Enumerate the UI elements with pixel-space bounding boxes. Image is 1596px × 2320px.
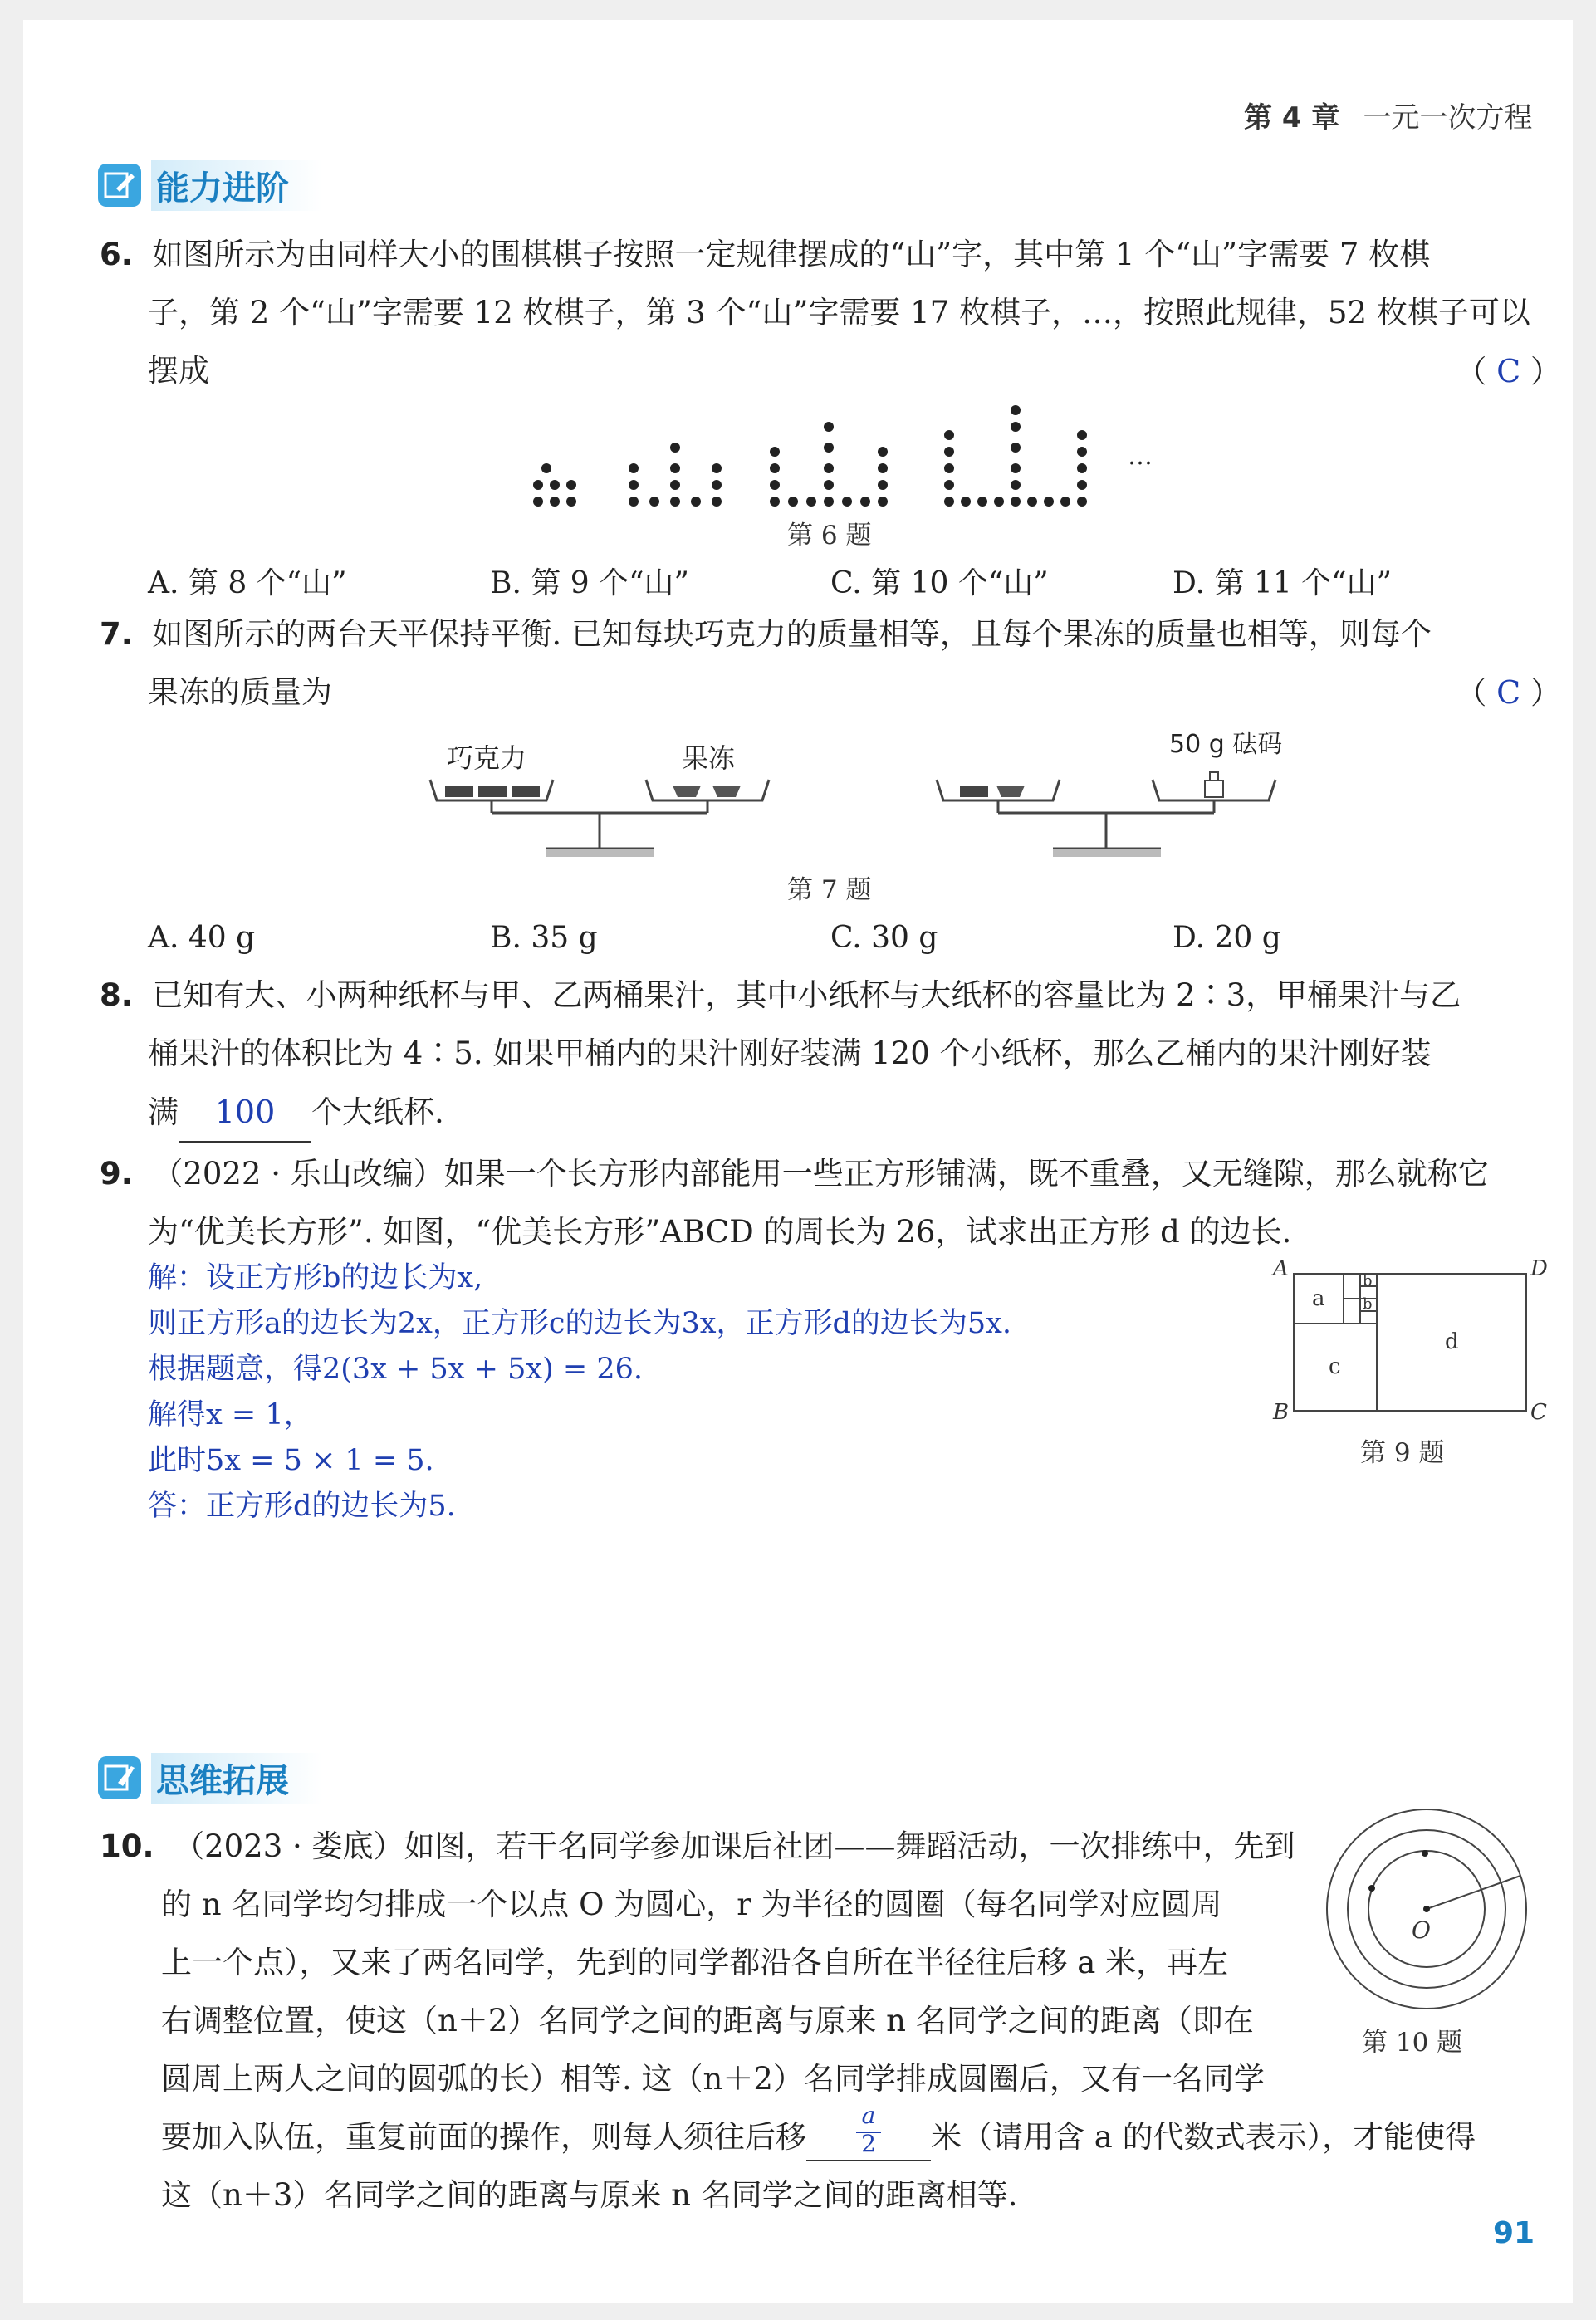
q8-line3a: 满 (148, 1094, 179, 1130)
section-title: 思维拓展 (151, 1753, 322, 1804)
question-9 (100, 1145, 1561, 1261)
jellies-right (996, 786, 1025, 797)
q8-line3b: 个大纸杯. (311, 1094, 444, 1130)
ellipsis: … (1128, 442, 1153, 471)
left-balance-base (546, 849, 654, 857)
square-b-label: b (1363, 1272, 1373, 1290)
chapter-header (1244, 95, 1532, 135)
solution-line: 解：设正方形b的边长为x, (148, 1261, 483, 1295)
label-jelly: 果冻 (682, 742, 736, 774)
pencil-icon (98, 164, 141, 207)
solution-line: 此时5x = 5 × 1 = 5. (148, 1444, 434, 1477)
solution-line: 答：正方形d的边长为5. (148, 1490, 456, 1523)
q8-line1: 已知有大、小两种纸杯与甲、乙两桶果汁，其中小纸杯与大纸杯的容量比为 2∶3，甲桶果汁与乙 (152, 977, 1461, 1013)
q10-answer-blank (806, 2101, 931, 2161)
answer-numerator: a (861, 2101, 876, 2129)
q6-caption: 第 6 题 (787, 521, 872, 551)
chocolate-right (960, 786, 988, 797)
q7-option-a: A. 40 g (148, 921, 256, 955)
q10-circles-figure (1319, 1805, 1535, 2021)
vertex-d: D (1530, 1256, 1548, 1281)
q9-line1: （2022 · 乐山改编）如果一个长方形内部能用一些正方形铺满，既不重叠，又无缝隙，那么就称它 (152, 1156, 1489, 1192)
section-header-ability (98, 161, 322, 209)
q7-balance-figure (405, 717, 1294, 867)
q6-option-a: A. 第 8 个“山” (148, 566, 347, 600)
q10-line6b: 米（请用含 a 的代数式表示），才能使得 (931, 2119, 1476, 2155)
question-6: 6. 如图所示为由同样大小的围棋棋子按照一定规律摆成的“山”字，其中第 1 个“山”字需要 7 枚棋 子，第 2 个“山”字需要 12 枚棋子，第 3 个“山”字需要 17 枚棋子，…，按照此规律，52 枚棋子可以 摆成 （ C ） (100, 237, 1561, 389)
question-number: 7. (100, 616, 133, 652)
page (23, 20, 1573, 2303)
q7-caption: 第 7 题 (787, 875, 872, 905)
question-number: 9. (100, 1156, 133, 1192)
square-b-label: b (1363, 1295, 1373, 1313)
q10-line3: 上一个点），又来了两名同学，先到的同学都沿各自所在半径往后移 a 米，再左 (161, 1945, 1229, 1980)
section-title: 能力进阶 (151, 160, 322, 211)
weight-icon (1205, 772, 1223, 797)
shan-figure-4 (944, 405, 1087, 507)
shan-figure-2 (629, 443, 722, 507)
question-7: 7. 如图所示的两台天平保持平衡. 已知每块巧克力的质量相等，且每个果冻的质量也相等，则每个 果冻的质量为 （ C ） (100, 616, 1561, 711)
q7-answer: C (1496, 674, 1521, 711)
question-number: 10. (100, 1828, 154, 1864)
vertex-b: B (1273, 1400, 1290, 1425)
q9-line2: 为“优美长方形”. 如图，“优美长方形”ABCD 的周长为 26，试求出正方形 d 的边长. (148, 1214, 1292, 1250)
page-number: 91 (1493, 2216, 1535, 2250)
q10-line2: 的 n 名同学均匀排成一个以点 O 为圆心，r 为半径的圆圈（每名同学对应圆周 (161, 1887, 1222, 1922)
square-a-label: a (1312, 1286, 1325, 1311)
solution-line: 解得x = 1， (148, 1398, 313, 1432)
label-weight: 50 g 砝码 (1169, 730, 1283, 759)
shan-figure-3 (770, 422, 888, 507)
q10-caption: 第 10 题 (1362, 2028, 1463, 2058)
q7-line2: 果冻的质量为 (148, 674, 332, 710)
q7-line1: 如图所示的两台天平保持平衡. 已知每块巧克力的质量相等，且每个果冻的质量也相等，则每个 (152, 616, 1432, 652)
right-balance-base (1053, 849, 1161, 857)
rocket-icon (98, 1756, 141, 1799)
q6-line3: 摆成 (148, 353, 209, 389)
chocolates (445, 786, 540, 797)
chapter-title: 一元一次方程 (1363, 101, 1533, 135)
q6-answer: C (1496, 353, 1521, 389)
q7-option-d: D. 20 g (1173, 921, 1281, 955)
answer-denominator: 2 (861, 2129, 876, 2157)
q6-option-d: D. 第 11 个“山” (1173, 566, 1392, 600)
label-chocolate: 巧克力 (447, 742, 527, 774)
solution-line: 则正方形a的边长为2x，正方形c的边长为3x，正方形d的边长为5x. (148, 1307, 1012, 1340)
q10-line5: 圆周上两人之间的圆弧的长）相等. 这（n＋2）名同学排成圆圈后，又有一名同学 (161, 2061, 1265, 2097)
q9-solution (148, 1255, 1186, 1530)
center-label: O (1412, 1916, 1431, 1944)
q8-line2: 桶果汁的体积比为 4∶5. 如果甲桶内的果汁刚好装满 120 个小纸杯，那么乙桶内的果汁刚好装 (148, 1035, 1432, 1071)
question-number: 8. (100, 977, 133, 1013)
shan-figure-1 (533, 463, 576, 507)
q8-answer-blank: 100 (179, 1083, 311, 1143)
jellies (673, 786, 741, 797)
q7-option-b: B. 35 g (490, 921, 598, 955)
q9-caption: 第 9 题 (1360, 1438, 1445, 1468)
solution-line: 根据题意，得2(3x + 5x + 5x) = 26. (148, 1353, 643, 1386)
vertex-c: C (1530, 1400, 1547, 1425)
chapter-number: 第 4 章 (1244, 101, 1340, 135)
q6-line1: 如图所示为由同样大小的围棋棋子按照一定规律摆成的“山”字，其中第 1 个“山”字需要 7 枚棋 (152, 237, 1431, 272)
q10-line1: （2023 · 娄底）如图，若干名同学参加课后社团——舞蹈活动，一次排练中，先到 (174, 1828, 1295, 1864)
q10-line6a: 要加入队伍，重复前面的操作，则每人须往后移 (161, 2119, 806, 2155)
question-number: 6. (100, 237, 133, 272)
q6-line2: 子，第 2 个“山”字需要 12 枚棋子，第 3 个“山”字需要 17 枚棋子，…，按照此规律，52 枚棋子可以 (148, 295, 1530, 330)
q10-line4: 右调整位置，使这（n＋2）名同学之间的距离与原来 n 名同学之间的距离（即在 (161, 2003, 1254, 2039)
q7-option-c: C. 30 g (830, 921, 938, 955)
q10-line7: 这（n＋3）名同学之间的距离与原来 n 名同学之间的距离相等. (161, 2177, 1018, 2213)
vertex-a: A (1273, 1256, 1289, 1281)
q6-option-b: B. 第 9 个“山” (490, 566, 689, 600)
q6-go-stones-figure (513, 402, 1194, 518)
section-header-thinking (98, 1754, 322, 1802)
square-d-label: d (1445, 1329, 1459, 1354)
question-8 (100, 967, 1561, 1143)
q6-option-c: C. 第 10 个“山” (830, 566, 1049, 600)
q9-rectangle-figure (1269, 1249, 1551, 1440)
square-c-label: c (1329, 1354, 1341, 1379)
